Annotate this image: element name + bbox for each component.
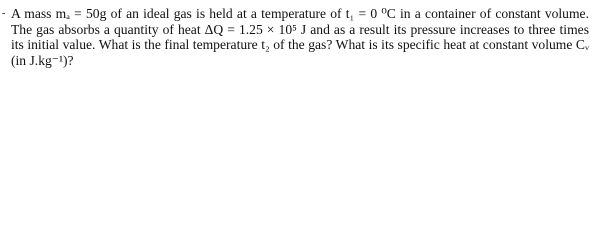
problem-statement	[0, 6, 595, 68]
list-bullet: -	[2, 8, 6, 19]
problem-text: A mass mₐ = 50g of an ideal gas is held at a temperature of t₁ = 0 ⁰C in a container of constant volume. The gas absorbs a quantity of heat ΔQ = 1.25 × 10⁵ J and as a result its pressure increases to three times its initial value. What is the final temperature t₂ of the gas? What is its specific heat at constant volume Cᵥ (in J.kg⁻¹)?	[11, 6, 589, 68]
